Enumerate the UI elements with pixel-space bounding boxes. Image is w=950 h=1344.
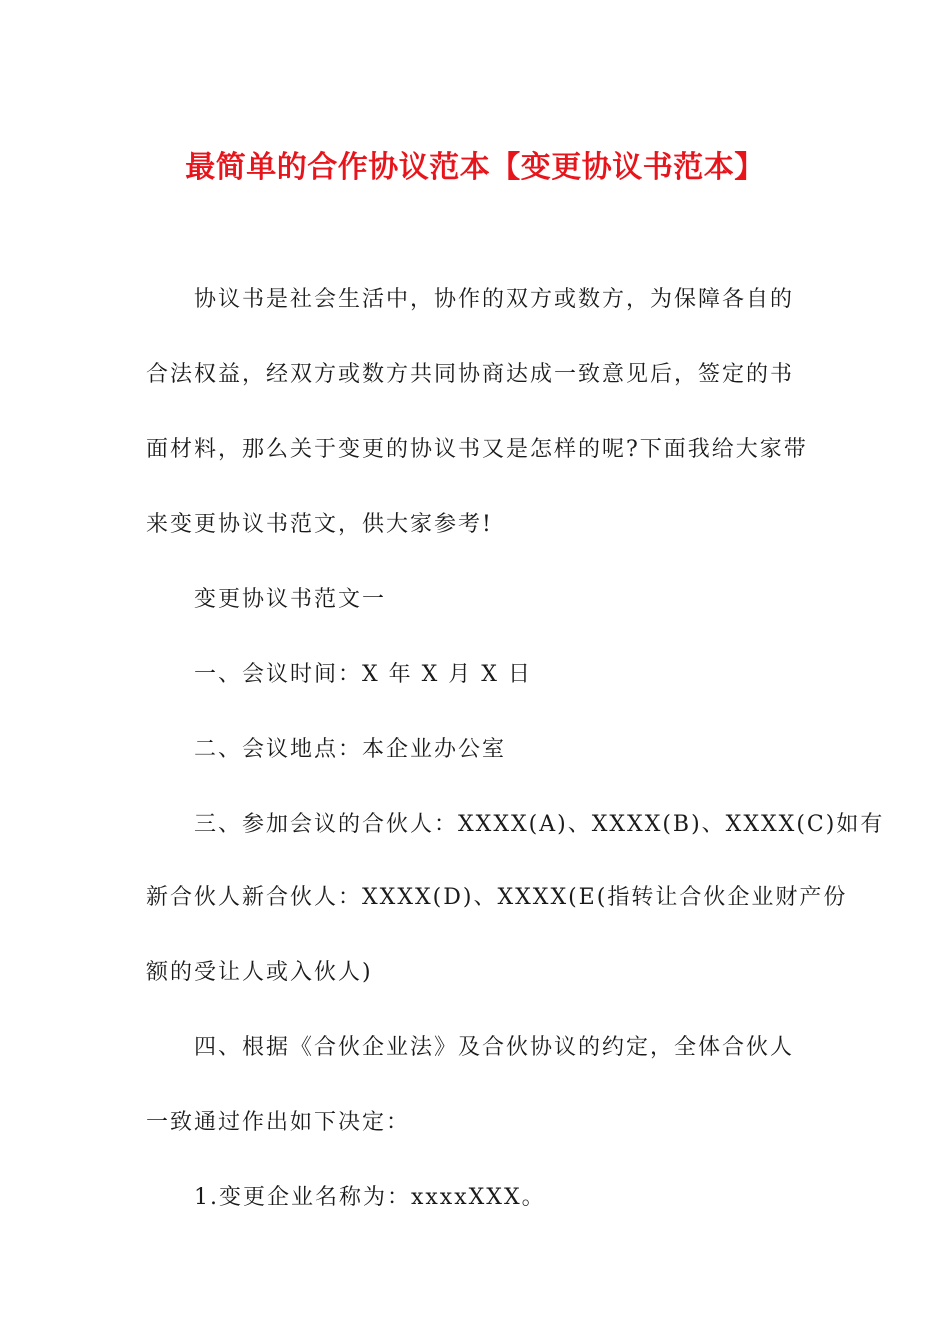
paragraph-line: 来变更协议书范文，供大家参考!: [146, 512, 493, 537]
paragraph-line: 协议书是社会生活中，协作的双方或数方，为保障各自的: [194, 287, 795, 312]
paragraph-line: 额的受让人或入伙人): [146, 960, 373, 985]
paragraph-line: 面材料，那么关于变更的协议书又是怎样的呢?下面我给大家带: [146, 437, 808, 462]
paragraph-line: 合法权益，经双方或数方共同协商达成一致意见后，签定的书: [146, 362, 795, 387]
paragraph-line: 1.变更企业名称为：xxxxXXX。: [194, 1185, 546, 1210]
paragraph-line: 新合伙人新合伙人：XXXX(D)、XXXX(E(指转让合伙企业财产份: [146, 885, 848, 910]
paragraph-line: 二、会议地点：本企业办公室: [194, 737, 507, 762]
section-heading: 变更协议书范文一: [194, 587, 387, 612]
paragraph-line: 四、根据《合伙企业法》及合伙协议的约定，全体合伙人: [194, 1035, 795, 1060]
document-title: 最简单的合作协议范本【变更协议书范本】: [185, 150, 765, 185]
paragraph-line: 三、参加会议的合伙人：XXXX(A)、XXXX(B)、XXXX(C)如有: [194, 812, 885, 837]
paragraph-line: 一、会议时间：X 年 X 月 X 日: [194, 662, 532, 687]
paragraph-line: 一致通过作出如下决定：: [146, 1110, 411, 1135]
